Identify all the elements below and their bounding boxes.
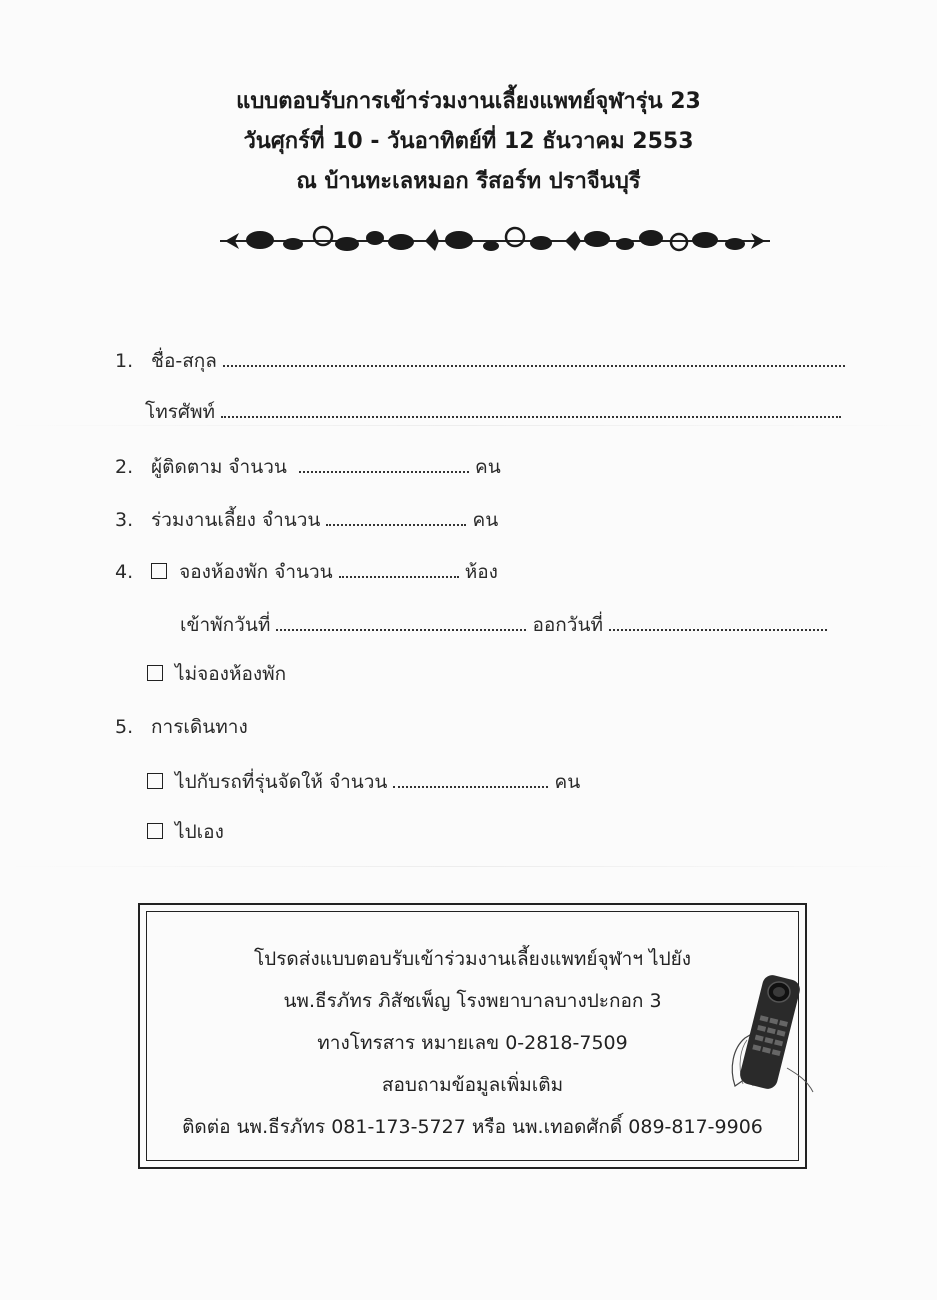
form-item-room-dates — [180, 611, 827, 638]
room-unit: ห้อง — [464, 561, 498, 583]
contact-info-box — [138, 903, 807, 1169]
form-item-room — [115, 558, 498, 585]
party-label: ร่วมงานเลี้ยง จำนวน — [151, 509, 321, 531]
party-unit: คน — [472, 509, 499, 531]
book-room-label: จองห้องพัก จำนวน — [179, 561, 333, 583]
checkout-label: ออกวันที่ — [532, 614, 603, 636]
no-room-checkbox[interactable] — [147, 665, 163, 681]
checkout-date-field[interactable] — [609, 611, 827, 631]
info-inquiry: สอบถามข้อมูลเพิ่มเติม — [381, 1074, 564, 1096]
self-travel-checkbox[interactable] — [147, 823, 163, 839]
form-item-travel-bus — [147, 768, 580, 795]
form-item-party — [115, 506, 498, 533]
title: แบบตอบรับการเข้าร่วมงานเลี้ยงแพทย์จุฬารุ่น 23 — [236, 89, 701, 114]
mobile-phone-icon — [727, 968, 817, 1098]
info-contacts: ติดต่อ นพ.ธีรภัทร 081-173-5727 หรือ นพ.เทอดศักดิ์ 089-817-9906 — [182, 1116, 763, 1138]
self-travel-label: ไปเอง — [175, 821, 224, 843]
item-number: 4. — [115, 561, 134, 583]
room-count-field[interactable] — [339, 558, 459, 578]
bus-unit: คน — [554, 771, 581, 793]
header — [0, 82, 937, 202]
book-room-checkbox[interactable] — [151, 563, 167, 579]
checkin-label: เข้าพักวันที่ — [180, 614, 271, 636]
info-recipient: นพ.ธีรภัทร ภิสัชเพ็ญ โรงพยาบาลบางปะกอก 3 — [283, 990, 662, 1012]
followers-count-field[interactable] — [299, 453, 469, 473]
contact-info-inner-border — [146, 911, 799, 1161]
travel-label: การเดินทาง — [151, 716, 248, 738]
form-item-followers — [115, 453, 501, 480]
form-item-phone — [145, 398, 841, 425]
event-venue: ณ บ้านทะเลหมอก รีสอร์ท ปราจีนบุรี — [296, 169, 641, 194]
form-item-no-room — [147, 661, 286, 687]
item-number: 3. — [115, 509, 134, 531]
paper-fold — [0, 866, 937, 867]
bus-label: ไปกับรถที่รุ่นจัดให้ จำนวน — [175, 771, 388, 793]
name-label: ชื่อ-สกุล — [151, 350, 217, 372]
form-item-travel — [115, 714, 248, 740]
item-number: 1. — [115, 350, 134, 372]
floral-ornament — [215, 218, 775, 264]
form-item-name — [115, 347, 845, 374]
bus-count-field[interactable] — [393, 768, 548, 788]
event-dates: วันศุกร์ที่ 10 - วันอาทิตย์ที่ 12 ธันวาคม 2553 — [243, 129, 694, 154]
phone-field[interactable] — [221, 398, 841, 418]
name-field[interactable] — [223, 347, 845, 367]
item-number: 2. — [115, 456, 134, 478]
info-send-instruction: โปรดส่งแบบตอบรับเข้าร่วมงานเลี้ยงแพทย์จุฬาฯ ไปยัง — [253, 948, 692, 970]
phone-label: โทรศัพท์ — [145, 401, 216, 423]
info-fax: ทางโทรสาร หมายเลข 0-2818-7509 — [317, 1032, 628, 1054]
party-count-field[interactable] — [326, 506, 466, 526]
item-number: 5. — [115, 716, 134, 738]
form-item-travel-self — [147, 819, 224, 845]
checkin-date-field[interactable] — [276, 611, 526, 631]
no-room-label: ไม่จองห้องพัก — [175, 663, 287, 685]
followers-unit: คน — [474, 456, 501, 478]
bus-checkbox[interactable] — [147, 773, 163, 789]
paper-fold — [0, 425, 937, 426]
followers-label: ผู้ติดตาม จำนวน — [151, 456, 287, 478]
